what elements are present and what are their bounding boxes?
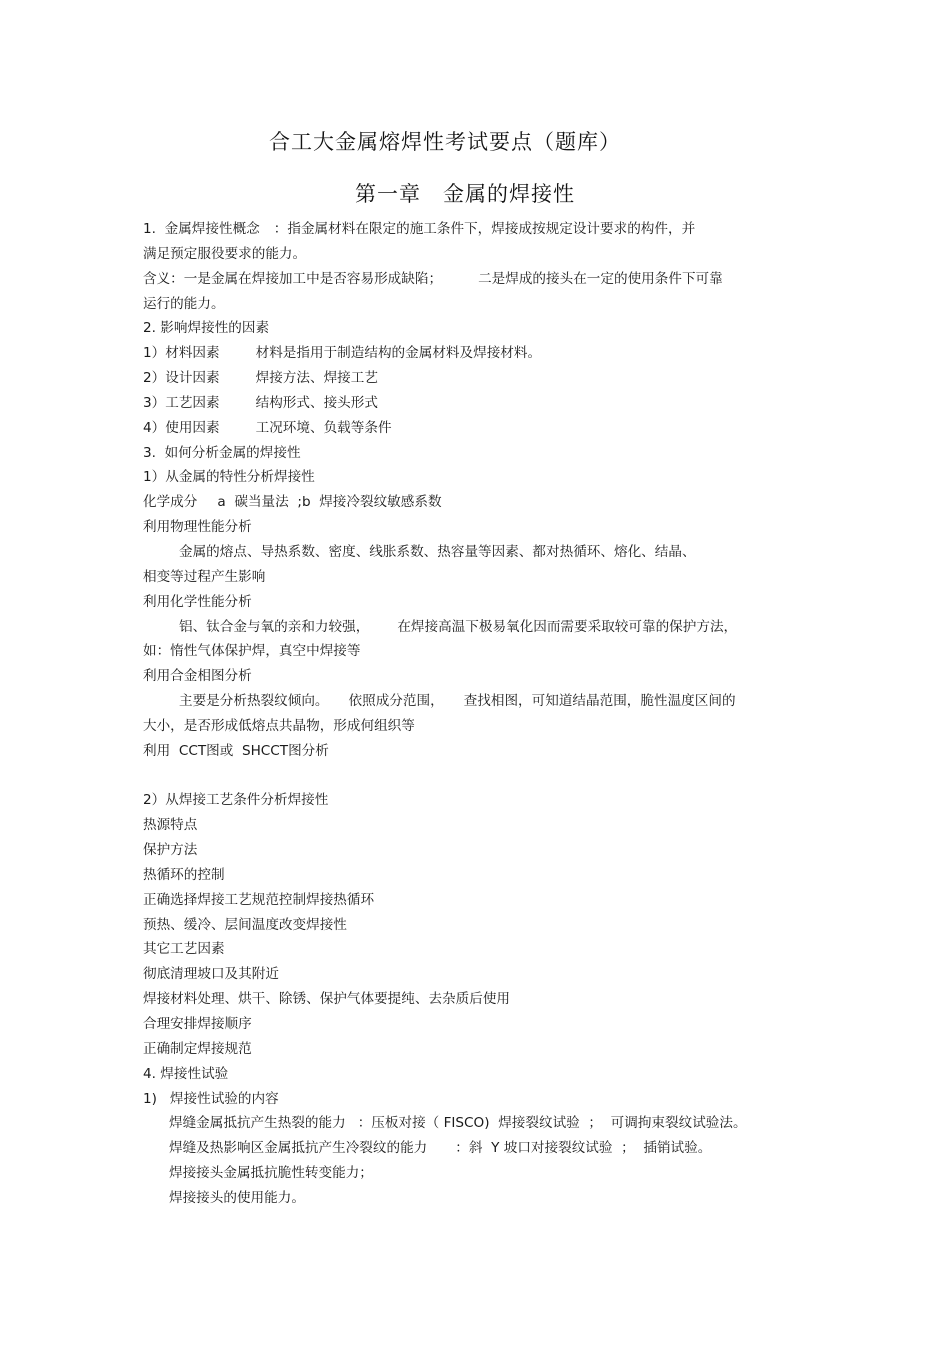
document-title: 合工大金属熔焊性考试要点（题库） xyxy=(269,130,621,154)
text-line xyxy=(143,615,863,640)
subsection-heading: 2）从焊接工艺条件分析焊接性 xyxy=(143,792,329,809)
text-line xyxy=(143,1136,863,1161)
text-line: 利用合金相图分析 xyxy=(143,668,252,685)
test-method: ：斜 Y 坡口对接裂纹试验 ； 插销试验。 xyxy=(455,1140,712,1157)
factor-row xyxy=(143,366,863,391)
chapter-title: 第一章 金属的焊接性 xyxy=(355,182,575,206)
text-line: 相变等过程产生影响 xyxy=(143,568,266,585)
meaning-part-1: 含义：一是金属在焊接加工中是否容易形成缺陷； xyxy=(143,270,443,287)
factor-label: 4）使用因素 xyxy=(143,419,220,436)
text-line: 热循环的控制 xyxy=(143,866,225,883)
text-line: 大小，是否形成低熔点共晶物，形成何组织等 xyxy=(143,717,415,734)
factor-desc: 材料是指用于制造结构的金属材料及焊接材料。 xyxy=(255,345,542,362)
factor-label: 2）设计因素 xyxy=(143,370,220,387)
text-part: 主要是分析热裂纹倾向。 xyxy=(179,693,329,710)
blank-line xyxy=(143,764,863,789)
section-heading: 4. 焊接性试验 xyxy=(143,1065,229,1082)
text-part: 铝、钛合金与氧的亲和力较强， xyxy=(179,618,370,635)
text-line: 预热、缓冷、层间温度改变焊接性 xyxy=(143,916,347,933)
text-line: 运行的能力。 xyxy=(143,295,225,312)
factor-row xyxy=(143,416,863,441)
section-heading: 3. 如何分析金属的焊接性 xyxy=(143,444,301,461)
factor-label: 1）材料因素 xyxy=(143,345,220,362)
text-line: 正确制定焊接规范 xyxy=(143,1040,252,1057)
term-label: 1. 金属焊接性概念 xyxy=(143,221,260,237)
factor-desc: 焊接方法、焊接工艺 xyxy=(255,370,378,387)
text-line: 彻底清理坡口及其附近 xyxy=(143,966,279,983)
text-line: 焊接接头金属抵抗脆性转变能力； xyxy=(169,1165,373,1182)
factor-row xyxy=(143,391,863,416)
text-line xyxy=(143,689,863,714)
text-line: 热源特点 xyxy=(143,817,198,834)
item-desc: a 碳当量法 ;b 焊接冷裂纹敏感系数 xyxy=(217,494,442,511)
subsection-heading: 1) 焊接性试验的内容 xyxy=(143,1090,279,1107)
text-part: 依照成分范围， xyxy=(348,693,444,710)
text-line: 其它工艺因素 xyxy=(143,941,225,958)
factor-label: 3）工艺因素 xyxy=(143,394,220,411)
text-line xyxy=(143,1111,863,1136)
text-line xyxy=(143,490,863,515)
text-part: 在焊接高温下极易氧化因而需要采取较可靠的保护方法， xyxy=(397,618,738,635)
text-line: 利用化学性能分析 xyxy=(143,593,252,610)
text-part: 查找相图，可知道结晶范围，脆性温度区间的 xyxy=(463,693,736,710)
text-line: 焊接材料处理、烘干、除锈、保护气体要提纯、去杂质后使用 xyxy=(143,991,511,1008)
definition-text: ：指金属材料在限定的施工条件下，焊接成按规定设计要求的构件，并 xyxy=(273,221,696,237)
text-line: 利用 CCT图或 SHCCT图分析 xyxy=(143,742,329,759)
factor-desc: 结构形式、接头形式 xyxy=(255,394,378,411)
test-method: ：压板对接（ FISCO) 焊接裂纹试验 ； 可调拘束裂纹试验法。 xyxy=(357,1115,747,1132)
text-line: 利用物理性能分析 xyxy=(143,519,252,536)
text-line xyxy=(143,267,863,292)
document-body xyxy=(143,217,863,1211)
text-line: 合理安排焊接顺序 xyxy=(143,1016,252,1032)
factor-desc: 工况环境、负载等条件 xyxy=(255,419,392,436)
text-line xyxy=(143,217,863,242)
text-line: 满足预定服役要求的能力。 xyxy=(143,245,307,262)
text-line: 如：惰性气体保护焊，真空中焊接等 xyxy=(143,643,361,660)
text-line: 金属的熔点、导热系数、密度、线胀系数、热容量等因素、都对热循环、熔化、结晶、 xyxy=(179,543,696,560)
factor-row xyxy=(143,341,863,366)
text-line: 保护方法 xyxy=(143,842,198,859)
test-item: 焊缝及热影响区金属抵抗产生冷裂纹的能力 xyxy=(169,1140,428,1157)
text-line: 正确选择焊接工艺规范控制焊接热循环 xyxy=(143,891,375,908)
meaning-part-2: 二是焊成的接头在一定的使用条件下可靠 xyxy=(478,270,723,287)
item-label: 化学成分 xyxy=(143,494,198,511)
test-item: 焊缝金属抵抗产生热裂的能力 xyxy=(169,1115,346,1132)
section-heading: 2. 影响焊接性的因素 xyxy=(143,320,270,337)
subsection-heading: 1）从金属的特性分析焊接性 xyxy=(143,469,315,486)
text-line: 焊接接头的使用能力。 xyxy=(169,1189,305,1206)
